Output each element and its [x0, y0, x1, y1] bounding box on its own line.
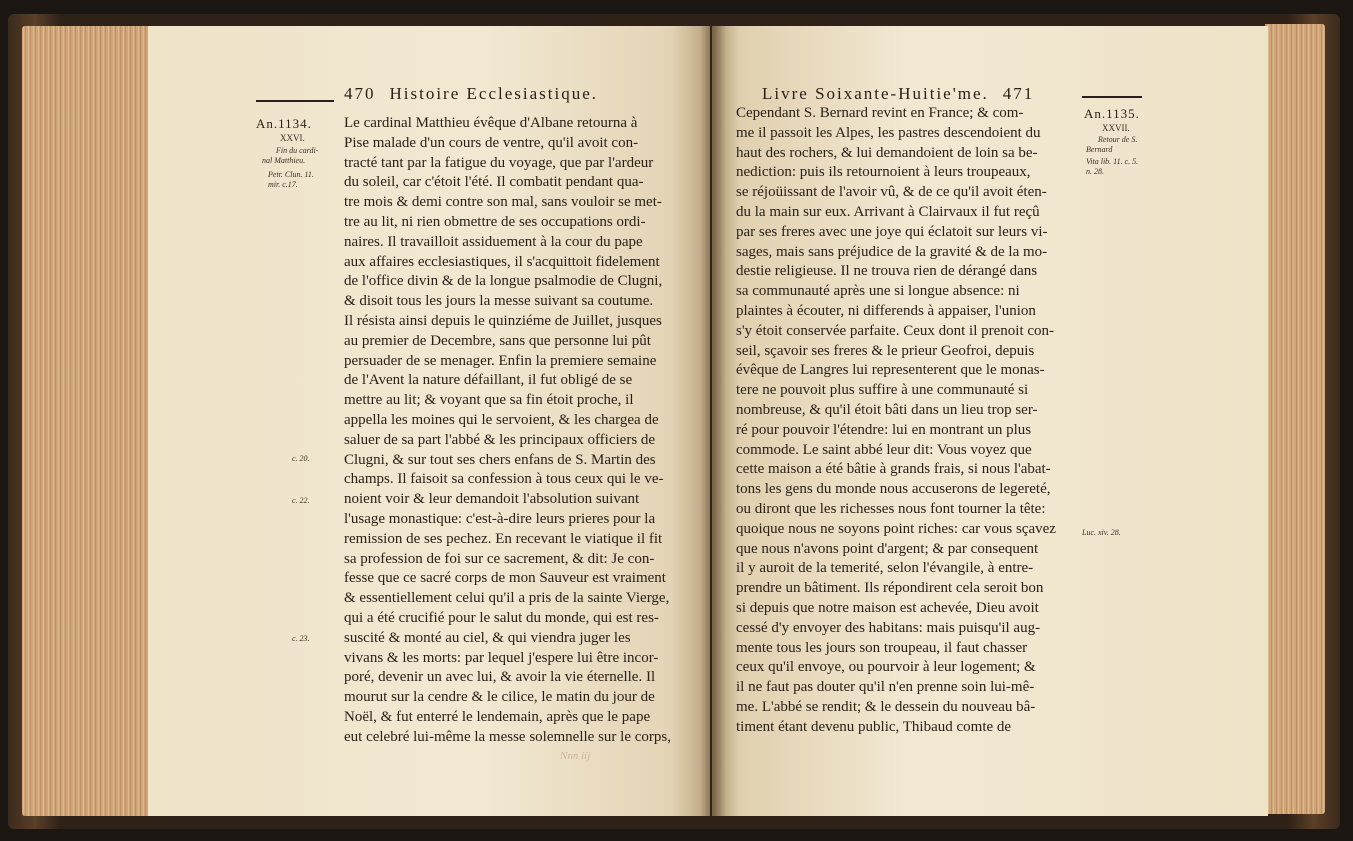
left-note-5: c. 20. — [292, 454, 310, 463]
left-line-16: saluer de sa part l'abbé & les principaux officiers de — [344, 431, 656, 448]
left-line-7: aux affaires ecclesiastiques, il s'acquittoit fidelement — [344, 253, 660, 270]
left-line-23: fesse que ce sacré corps de mon Sauveur est vraiment — [344, 570, 666, 587]
right-year-note: An.1135. — [1084, 106, 1140, 121]
page-edges-right — [1265, 24, 1325, 814]
bleed-through-signature: Nnn iij — [560, 750, 591, 762]
right-line-17: commode. Le saint abbé leur dit: Vous voyez que — [736, 441, 1032, 458]
right-running-title: Livre Soixante-Huitie'me. — [762, 84, 989, 103]
right-line-15: nombreuse, & qu'il étoit bâti dans un lieu trop ser- — [736, 401, 1038, 418]
right-line-10: plaintes à écouter, ni differends à appaiser, l'union — [736, 302, 1036, 319]
right-line-22: que nous n'avons point d'argent; & par consequent — [736, 540, 1039, 557]
right-line-2: haut des rochers, & lui demandoient de loin sa be- — [736, 144, 1038, 161]
left-line-18: champs. Il faisoit sa confession à tous ceux qui le ve- — [344, 471, 664, 488]
right-page-number: 471 — [1002, 84, 1035, 103]
left-line-4: tre mois & demi contre son mal, sans vouloir se met- — [344, 194, 662, 211]
left-line-30: Noël, & fut enterré le lendemain, après que le pape — [344, 708, 651, 725]
right-line-11: s'y étoit conservée parfaite. Ceux dont il prenoit con- — [736, 322, 1055, 339]
left-line-25: qui a été crucifié pour le salut du monde, qui est res- — [344, 609, 659, 626]
right-note-4: n. 28. — [1086, 167, 1104, 176]
left-line-22: sa profession de foi sur ce sacrement, & dit: Je con- — [344, 550, 655, 567]
left-line-17: Clugni, & sur tout ses chers enfans de S. Martin des — [344, 451, 656, 468]
right-line-30: me. L'abbé se rendit; & le dessein du nouveau bâ- — [736, 698, 1036, 715]
left-line-9: & disoit tous les jours la messe suivant sa coutume. — [344, 293, 654, 310]
right-line-0: Cependant S. Bernard revint en France; & com- — [736, 105, 1024, 121]
left-running-head — [344, 84, 598, 104]
right-note-3: Vita lib. 11. c. 5. — [1086, 157, 1139, 166]
left-line-12: persuader de se menager. Enfin la premiere semaine — [344, 352, 657, 369]
left-year-note: An.1134. — [256, 116, 312, 131]
right-line-12: seil, sçavoir ses freres & le prieur Geofroi, depuis — [736, 342, 1035, 359]
right-line-1: me il passoit les Alpes, les pastres descendoient du — [736, 124, 1041, 141]
left-line-26: suscité & monté au ciel, & qui viendra juger les — [344, 629, 631, 646]
left-line-29: mourut sur la cendre & le cilice, le matin du jour de — [344, 689, 655, 706]
right-line-4: se réjoüissant de l'avoir vû, & de ce qu'il avoit éten- — [736, 184, 1047, 201]
right-line-23: il y auroit de la temerité, selon l'évangile, à entre- — [736, 560, 1034, 577]
left-line-2: tracté tant par la fatigue du voyage, que par l'ardeur — [344, 154, 654, 171]
right-line-8: destie religieuse. Il ne trouva rien de dérangé dans — [736, 263, 1038, 280]
right-line-29: il ne faut pas douter qu'il n'en prenne soin lui-mê- — [736, 679, 1035, 696]
left-line-28: poré, devenir un avec lui, & avoir la vie éternelle. Il — [344, 669, 656, 686]
right-line-26: cessé d'y envoyer des habitans: mais puisqu'il aug- — [736, 619, 1041, 636]
left-note-4: mir. c.17. — [268, 180, 298, 189]
left-line-24: & essentiellement celui qu'il a pris de la sainte Vierge, — [344, 590, 670, 607]
right-line-3: nediction: puis ils retournoient à leurs troupeaux, — [736, 164, 1031, 181]
right-line-13: évêque de Langres lui representerent que le monas- — [736, 362, 1045, 379]
left-running-title: Histoire Ecclesiastique. — [389, 84, 599, 103]
left-line-1: Pise malade d'un cours de ventre, qu'il avoit con- — [344, 134, 639, 151]
right-note-0: XXVII. — [1102, 123, 1130, 133]
left-page-number: 470 — [344, 84, 376, 103]
right-line-31: timent étant devenu public, Thibaud comte de — [736, 718, 1012, 735]
left-line-8: de l'office divin & de la longue psalmodie de Clugni, — [344, 273, 663, 290]
left-line-11: au premier de Decembre, sans que personne lui pût — [344, 332, 651, 349]
right-line-16: ré pour pouvoir l'étendre: lui en montrant un plus — [736, 421, 1032, 438]
page-edges-left — [22, 26, 152, 816]
right-note-2: Bernard — [1086, 145, 1113, 154]
right-page — [712, 26, 1268, 816]
right-line-20: ou diront que les richesses nous font tourner la tête: — [736, 500, 1046, 517]
right-note-5: Luc. xiv. 28. — [1082, 528, 1121, 537]
margin-rule — [256, 100, 334, 102]
right-note-1: Retour de S. — [1098, 135, 1138, 144]
left-note-3: Petr. Clun. 11. — [268, 170, 314, 179]
right-line-9: sa communauté après une si longue absence: ni — [736, 283, 1020, 300]
left-line-5: tre au lit, ni rien obmettre de ses occupations ordi- — [344, 213, 646, 230]
right-line-18: cette maison a été bâtie à grands frais, si nous l'abat- — [736, 461, 1051, 478]
right-line-21: quoique nous ne soyons point riches: car vous sçavez — [736, 520, 1056, 537]
right-line-7: sages, mais sans préjudice de la gravité & de la mo- — [736, 243, 1048, 260]
left-note-7: c. 23. — [292, 634, 310, 643]
left-line-13: de l'Avent la nature défaillant, il fut obligé de se — [344, 372, 633, 389]
right-line-19: tons les gens du monde nous accuserons de legereté, — [736, 481, 1051, 498]
margin-rule — [1082, 96, 1142, 98]
right-line-14: tere ne pouvoit plus suffire à une communauté si — [736, 382, 1029, 399]
left-note-1: Fin du cardi- — [276, 146, 319, 155]
right-line-25: si depuis que notre maison est achevée, Dieu avoit — [736, 599, 1039, 616]
left-line-27: vivans & les morts: par lequel j'espere lui être incor- — [344, 649, 659, 666]
left-line-14: mettre au lit; & voyant que sa fin étoit proche, il — [344, 392, 634, 409]
left-line-20: l'usage monastique: c'est-à-dire leurs prieres pour la — [344, 510, 656, 527]
left-line-6: naires. Il travailloit assiduement à la cour du pape — [344, 233, 643, 250]
right-line-28: ceux qu'il envoye, ou pourvoir à leur logement; & — [736, 659, 1036, 676]
left-note-6: c. 22. — [292, 496, 310, 505]
left-line-0: Le cardinal Matthieu évêque d'Albane retourna à — [344, 115, 638, 131]
left-line-3: du soleil, car c'étoit l'été. Il combatit pendant qua- — [344, 174, 644, 191]
left-line-15: appella les moines qui le servoient, & les chargea de — [344, 411, 659, 428]
right-text-block — [736, 104, 1076, 738]
right-line-27: mente tous les jours son troupeau, il faut chasser — [736, 639, 1028, 656]
left-note-0: XXVI. — [280, 133, 305, 143]
left-page — [148, 26, 710, 816]
left-line-31: eut celebré lui-même la messe solemnelle sur le corps, — [344, 728, 671, 745]
left-line-10: Il résista ainsi depuis le quinziéme de Juillet, jusques — [344, 312, 662, 329]
left-note-2: nal Matthieu. — [262, 156, 306, 165]
right-line-6: par ses freres avec une joye qui éclatoit sur leurs vi- — [736, 223, 1048, 240]
left-line-21: remission de ses pechez. En recevant le viatique il fit — [344, 530, 663, 547]
right-running-head — [762, 84, 1034, 104]
left-line-19: noient voir & leur demandoit l'absolution suivant — [344, 491, 640, 508]
book-gutter — [700, 26, 726, 816]
right-line-5: du la main sur eux. Arrivant à Clairvaux il fut reçû — [736, 203, 1040, 220]
right-line-24: prendre un bâtiment. Ils répondirent cela seroit bon — [736, 580, 1044, 597]
left-text-block — [344, 114, 694, 748]
